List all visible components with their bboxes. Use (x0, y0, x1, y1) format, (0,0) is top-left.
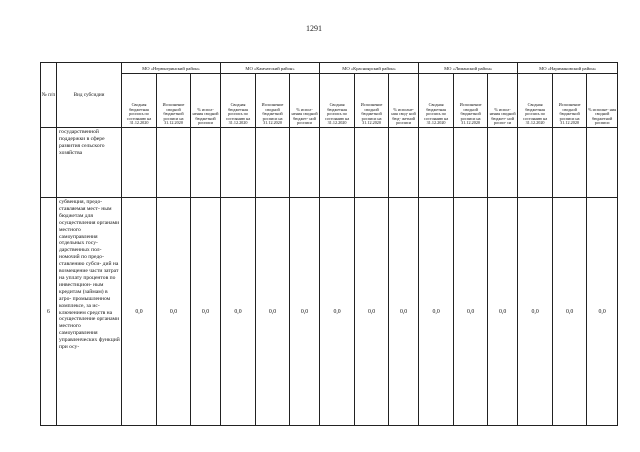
header-execution-percent: % испол- нения сводной бюджет- ной роспи- си (488, 74, 518, 128)
header-execution-percent: % исполне- ния сводной бюджетной росписи (587, 74, 618, 128)
value-cell: 0,0 (518, 198, 553, 426)
header-budget-plan: Сводная бюджетная роспись по состоянию на 31.12.2020 (419, 74, 454, 128)
value-cell (191, 128, 221, 198)
value-cell: 0,0 (355, 198, 389, 426)
value-cell: 0,0 (587, 198, 618, 426)
header-budget-execution: Исполнение сводной бюджетной росписи на 31.12.2020 (553, 74, 587, 128)
header-budget-execution: Исполнение сводной бюджетной росписи на 31.12.2020 (355, 74, 389, 128)
subsidy-table (40, 62, 618, 426)
value-cell: 0,0 (553, 198, 587, 426)
value-cell (518, 128, 553, 198)
header-row-number: № п/п (41, 63, 57, 128)
subsidy-type-cell: субвенция, предо- ставляемая мест- ным бюджетам для осуществления органами местного самоуправления отдельных госу- дарственных пол- номочий по предо- ставлению субси- дий на возмещение части затрат на уплату процентов по инвестицион- ным кредитам (займам) в агро- промышленном комплексе, за ис- ключением средств на осуществление органами местного самоуправления управленческих функций при осу- (57, 198, 122, 426)
header-budget-plan: Сводная бюджетная роспись по состоянию на 31.12.2020 (518, 74, 553, 128)
table-row (41, 198, 618, 426)
header-budget-execution: Исполнение сводной бюджетной росписи на 31.12.2020 (157, 74, 191, 128)
value-cell (122, 128, 157, 198)
value-cell: 0,0 (191, 198, 221, 426)
value-cell: 0,0 (256, 198, 290, 426)
value-cell: 0,0 (419, 198, 454, 426)
header-region-2: МО «Камчатский район» (221, 63, 320, 74)
header-budget-plan: Сводная бюджетная роспись по состоянию на 31.12.2020 (221, 74, 256, 128)
value-cell (419, 128, 454, 198)
value-cell (454, 128, 488, 198)
header-budget-plan: Сводная бюджетная роспись по состоянию на 31.12.2020 (320, 74, 355, 128)
header-execution-percent: % испол- нения сводной бюджетной росписи (191, 74, 221, 128)
value-cell (320, 128, 355, 198)
value-cell: 0,0 (454, 198, 488, 426)
header-region-1: МО «Нерюнгринский район» (122, 63, 221, 74)
subsidy-type-cell: государственной поддержки в сфере развития сельского хозяйства (57, 128, 122, 198)
value-cell (290, 128, 320, 198)
subsidy-table-container (40, 62, 617, 444)
header-region-3: МО «Красноярский район» (320, 63, 419, 74)
value-cell (587, 128, 618, 198)
page-number: 1291 (306, 24, 322, 33)
header-subsidy-type: Вид субсидии (57, 63, 122, 128)
table-row (41, 128, 618, 198)
value-cell (157, 128, 191, 198)
header-budget-plan: Сводная бюджетная роспись по состоянию на 31.12.2020 (122, 74, 157, 128)
value-cell (488, 128, 518, 198)
value-cell (553, 128, 587, 198)
header-region-4: МО «Лиманский район» (419, 63, 518, 74)
value-cell: 0,0 (320, 198, 355, 426)
header-region-5: МО «Наримановский район» (518, 63, 618, 74)
header-row-regions (41, 63, 618, 74)
header-execution-percent: % испол- нения сводной бюджет- ной росписи (290, 74, 320, 128)
value-cell (389, 128, 419, 198)
row-number (41, 128, 57, 198)
value-cell (355, 128, 389, 198)
value-cell: 0,0 (389, 198, 419, 426)
value-cell: 0,0 (290, 198, 320, 426)
header-budget-execution: Исполнение сводной бюджетной росписи на 31.12.2020 (256, 74, 290, 128)
value-cell: 0,0 (221, 198, 256, 426)
value-cell: 0,0 (488, 198, 518, 426)
value-cell (221, 128, 256, 198)
value-cell: 0,0 (122, 198, 157, 426)
row-number: 6 (41, 198, 57, 426)
header-execution-percent: % исполне- ния свод- ной бюд- жетной росписи (389, 74, 419, 128)
value-cell: 0,0 (157, 198, 191, 426)
header-row-columns (41, 74, 618, 128)
header-budget-execution: Исполнение сводной бюджетной росписи на 31.12.2020 (454, 74, 488, 128)
value-cell (256, 128, 290, 198)
